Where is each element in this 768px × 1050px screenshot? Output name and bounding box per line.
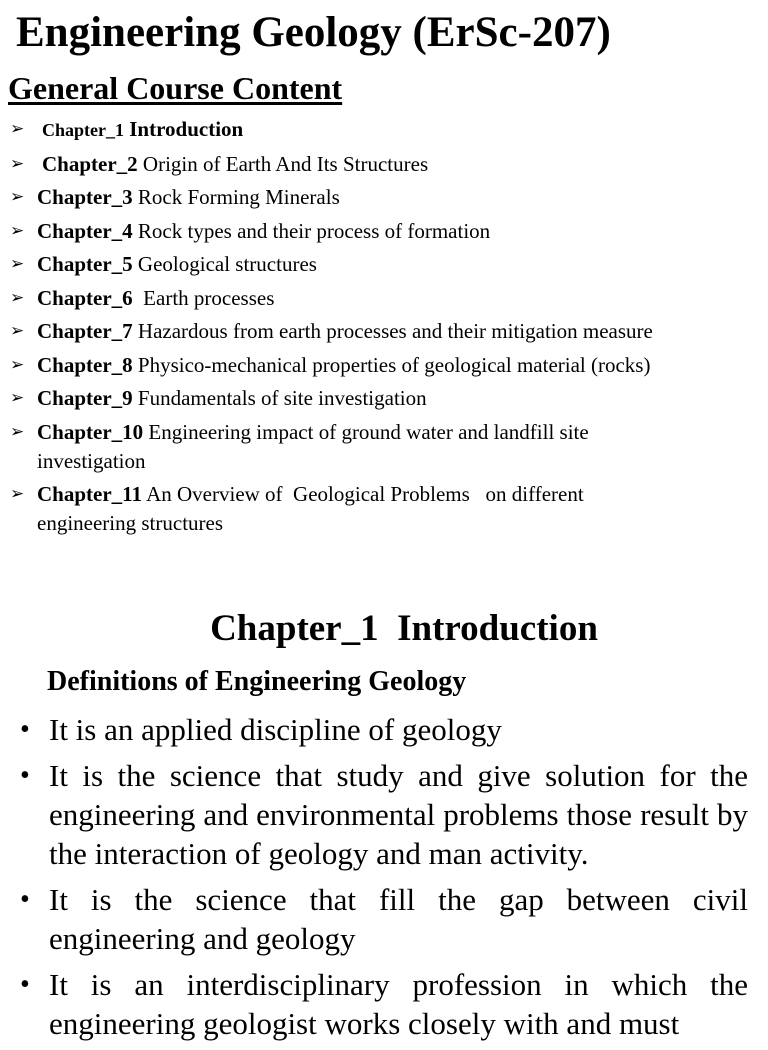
chapter-heading: Chapter_1 Introduction xyxy=(210,608,598,649)
chapter-item-7 xyxy=(8,317,753,346)
chapter-item-4 xyxy=(8,217,753,246)
chapter-name: Chapter_4 xyxy=(37,218,133,243)
arrow-bullet-icon: ➢ xyxy=(10,287,25,308)
chapter-title: Engineering impact of ground water and landfill site investigation xyxy=(37,419,589,473)
bullet-dot-icon: • xyxy=(20,714,30,745)
chapter-name: Chapter_3 xyxy=(37,185,133,209)
chapter-title: Hazardous from earth processes and their mitigation measure xyxy=(137,319,653,343)
chapter-name: Chapter_11 xyxy=(37,482,142,506)
definition-text: It is the science that study and give solution for the engineering and environmental problems those result by the interaction of geology and man activity. xyxy=(49,758,748,871)
definition-text: It is an applied discipline of geology xyxy=(49,712,502,747)
chapter-list xyxy=(8,115,753,543)
chapter-item-1 xyxy=(8,115,753,145)
definition-item xyxy=(0,710,768,749)
chapter-title: Earth processes xyxy=(137,285,275,310)
chapter-item-5 xyxy=(8,250,753,279)
chapter-title: Geological structures xyxy=(137,252,317,276)
page-title: Engineering Geology (ErSc-207) xyxy=(16,9,611,56)
definition-item xyxy=(0,880,768,958)
chapter-name: Chapter_2 xyxy=(42,151,138,176)
arrow-bullet-icon: ➢ xyxy=(10,421,25,442)
chapter-item-6 xyxy=(8,284,753,313)
arrow-bullet-icon: ➢ xyxy=(10,153,25,174)
definitions-heading: Definitions of Engineering Geology xyxy=(47,666,467,697)
arrow-bullet-icon: ➢ xyxy=(10,119,25,139)
chapter-item-10 xyxy=(8,418,677,476)
definition-text: It is an interdisciplinary profession in which the engineering geologist works closely with and must xyxy=(49,967,748,1041)
chapter-title: Physico-mechanical properties of geological material (rocks) xyxy=(137,352,651,377)
arrow-bullet-icon: ➢ xyxy=(10,220,25,241)
bullet-dot-icon: • xyxy=(20,969,30,1000)
definition-item xyxy=(0,756,768,873)
definition-text: It is the science that fill the gap between civil engineering and geology xyxy=(49,882,748,956)
arrow-bullet-icon: ➢ xyxy=(10,187,25,207)
chapter-title: Fundamentals of site investigation xyxy=(137,386,427,410)
chapter-name: Chapter_6 xyxy=(37,285,133,310)
chapter-item-9 xyxy=(8,384,753,413)
chapter-item-2 xyxy=(8,150,753,179)
chapter-name: Chapter_5 xyxy=(37,252,133,276)
chapter-item-11 xyxy=(8,480,677,538)
section-heading: General Course Content xyxy=(8,70,343,106)
chapter-item-3 xyxy=(8,183,753,212)
chapter-title: Introduction xyxy=(129,117,244,141)
chapter-name: Chapter_7 xyxy=(37,319,133,343)
chapter-title: Rock types and their process of formation xyxy=(137,218,491,243)
bullet-dot-icon: • xyxy=(20,760,30,791)
arrow-bullet-icon: ➢ xyxy=(10,321,25,341)
arrow-bullet-icon: ➢ xyxy=(10,254,25,274)
chapter-name: Chapter_8 xyxy=(37,352,133,377)
chapter-item-8 xyxy=(8,351,753,380)
definition-item xyxy=(0,965,768,1043)
chapter-title: Rock Forming Minerals xyxy=(137,185,340,209)
arrow-bullet-icon: ➢ xyxy=(10,388,25,408)
chapter-name: Chapter_9 xyxy=(37,386,133,410)
bullet-dot-icon: • xyxy=(20,884,30,915)
chapter-name: Chapter_10 xyxy=(37,419,144,444)
arrow-bullet-icon: ➢ xyxy=(10,484,25,504)
chapter-name: Chapter_1 xyxy=(42,120,124,140)
definitions-list xyxy=(0,710,768,1050)
arrow-bullet-icon: ➢ xyxy=(10,354,25,375)
chapter-title: An Overview of Geological Problems on different engineering structures xyxy=(37,482,589,535)
chapter-title: Origin of Earth And Its Structures xyxy=(142,151,429,176)
